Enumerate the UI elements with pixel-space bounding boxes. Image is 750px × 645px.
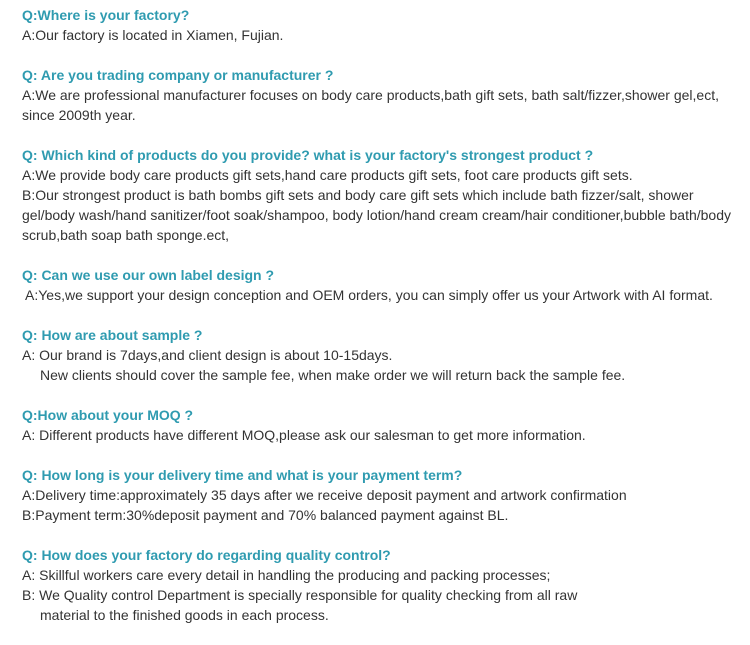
answer-line: New clients should cover the sample fee, when make order we will return back the sample fee.: [40, 367, 626, 383]
question: Q: How are about sample ?: [22, 327, 203, 343]
question: Q:Where is your factory?: [22, 7, 190, 23]
answer-line: A:Delivery time:approximately 35 days after we receive deposit payment and artwork confirmation: [22, 487, 627, 503]
answer-line: material to the finished goods in each process.: [40, 607, 329, 623]
faq-item-products: [22, 145, 744, 245]
faq-item-company-type: [22, 65, 744, 125]
answer-line: A:Our factory is located in Xiamen, Fujian.: [22, 27, 284, 43]
answer-line: A: Different products have different MOQ,please ask our salesman to get more information.: [22, 427, 586, 443]
faq-item-sample: [22, 325, 744, 385]
answer-line: A: Skillful workers care every detail in handling the producing and packing processes;: [22, 567, 551, 583]
answer-line: gel/body wash/hand sanitizer/foot soak/shampoo, body lotion/hand cream cream/hair conditioner,bubble bath/body: [22, 207, 732, 223]
answer-line: A:We are professional manufacturer focuses on body care products,bath gift sets, bath salt/fizzer,shower gel,ect,: [22, 87, 719, 103]
faq-list: [22, 5, 744, 645]
question: Q: How does your factory do regarding quality control?: [22, 547, 391, 563]
answer-line: B:Payment term:30%deposit payment and 70% balanced payment against BL.: [22, 507, 509, 523]
question: Q: Can we use our own label design ?: [22, 267, 275, 283]
faq-item-factory-location: [22, 5, 744, 45]
question: Q: How long is your delivery time and what is your payment term?: [22, 467, 463, 483]
faq-item-delivery-payment: [22, 465, 744, 525]
faq-item-label-design: [22, 265, 744, 305]
faq-item-moq: [22, 405, 744, 445]
answer-line: A: Our brand is 7days,and client design is about 10-15days.: [22, 347, 393, 363]
answer-line: B:Our strongest product is bath bombs gift sets and body care gift sets which include bath fizzer/salt, shower: [22, 187, 694, 203]
question: Q: Which kind of products do you provide? what is your factory's strongest product ?: [22, 147, 594, 163]
faq-item-quality-control: [22, 545, 744, 625]
question: Q:How about your MOQ ?: [22, 407, 194, 423]
answer-line: scrub,bath soap bath sponge.ect,: [22, 227, 230, 243]
answer-line: A:Yes,we support your design conception and OEM orders, you can simply offer us your Artwork with AI format.: [25, 287, 713, 303]
answer-line: B: We Quality control Department is specially responsible for quality checking from all raw: [22, 587, 578, 603]
answer-line: since 2009th year.: [22, 107, 136, 123]
answer-line: A:We provide body care products gift sets,hand care products gift sets, foot care products gift sets.: [22, 167, 633, 183]
question: Q: Are you trading company or manufacturer ?: [22, 67, 334, 83]
